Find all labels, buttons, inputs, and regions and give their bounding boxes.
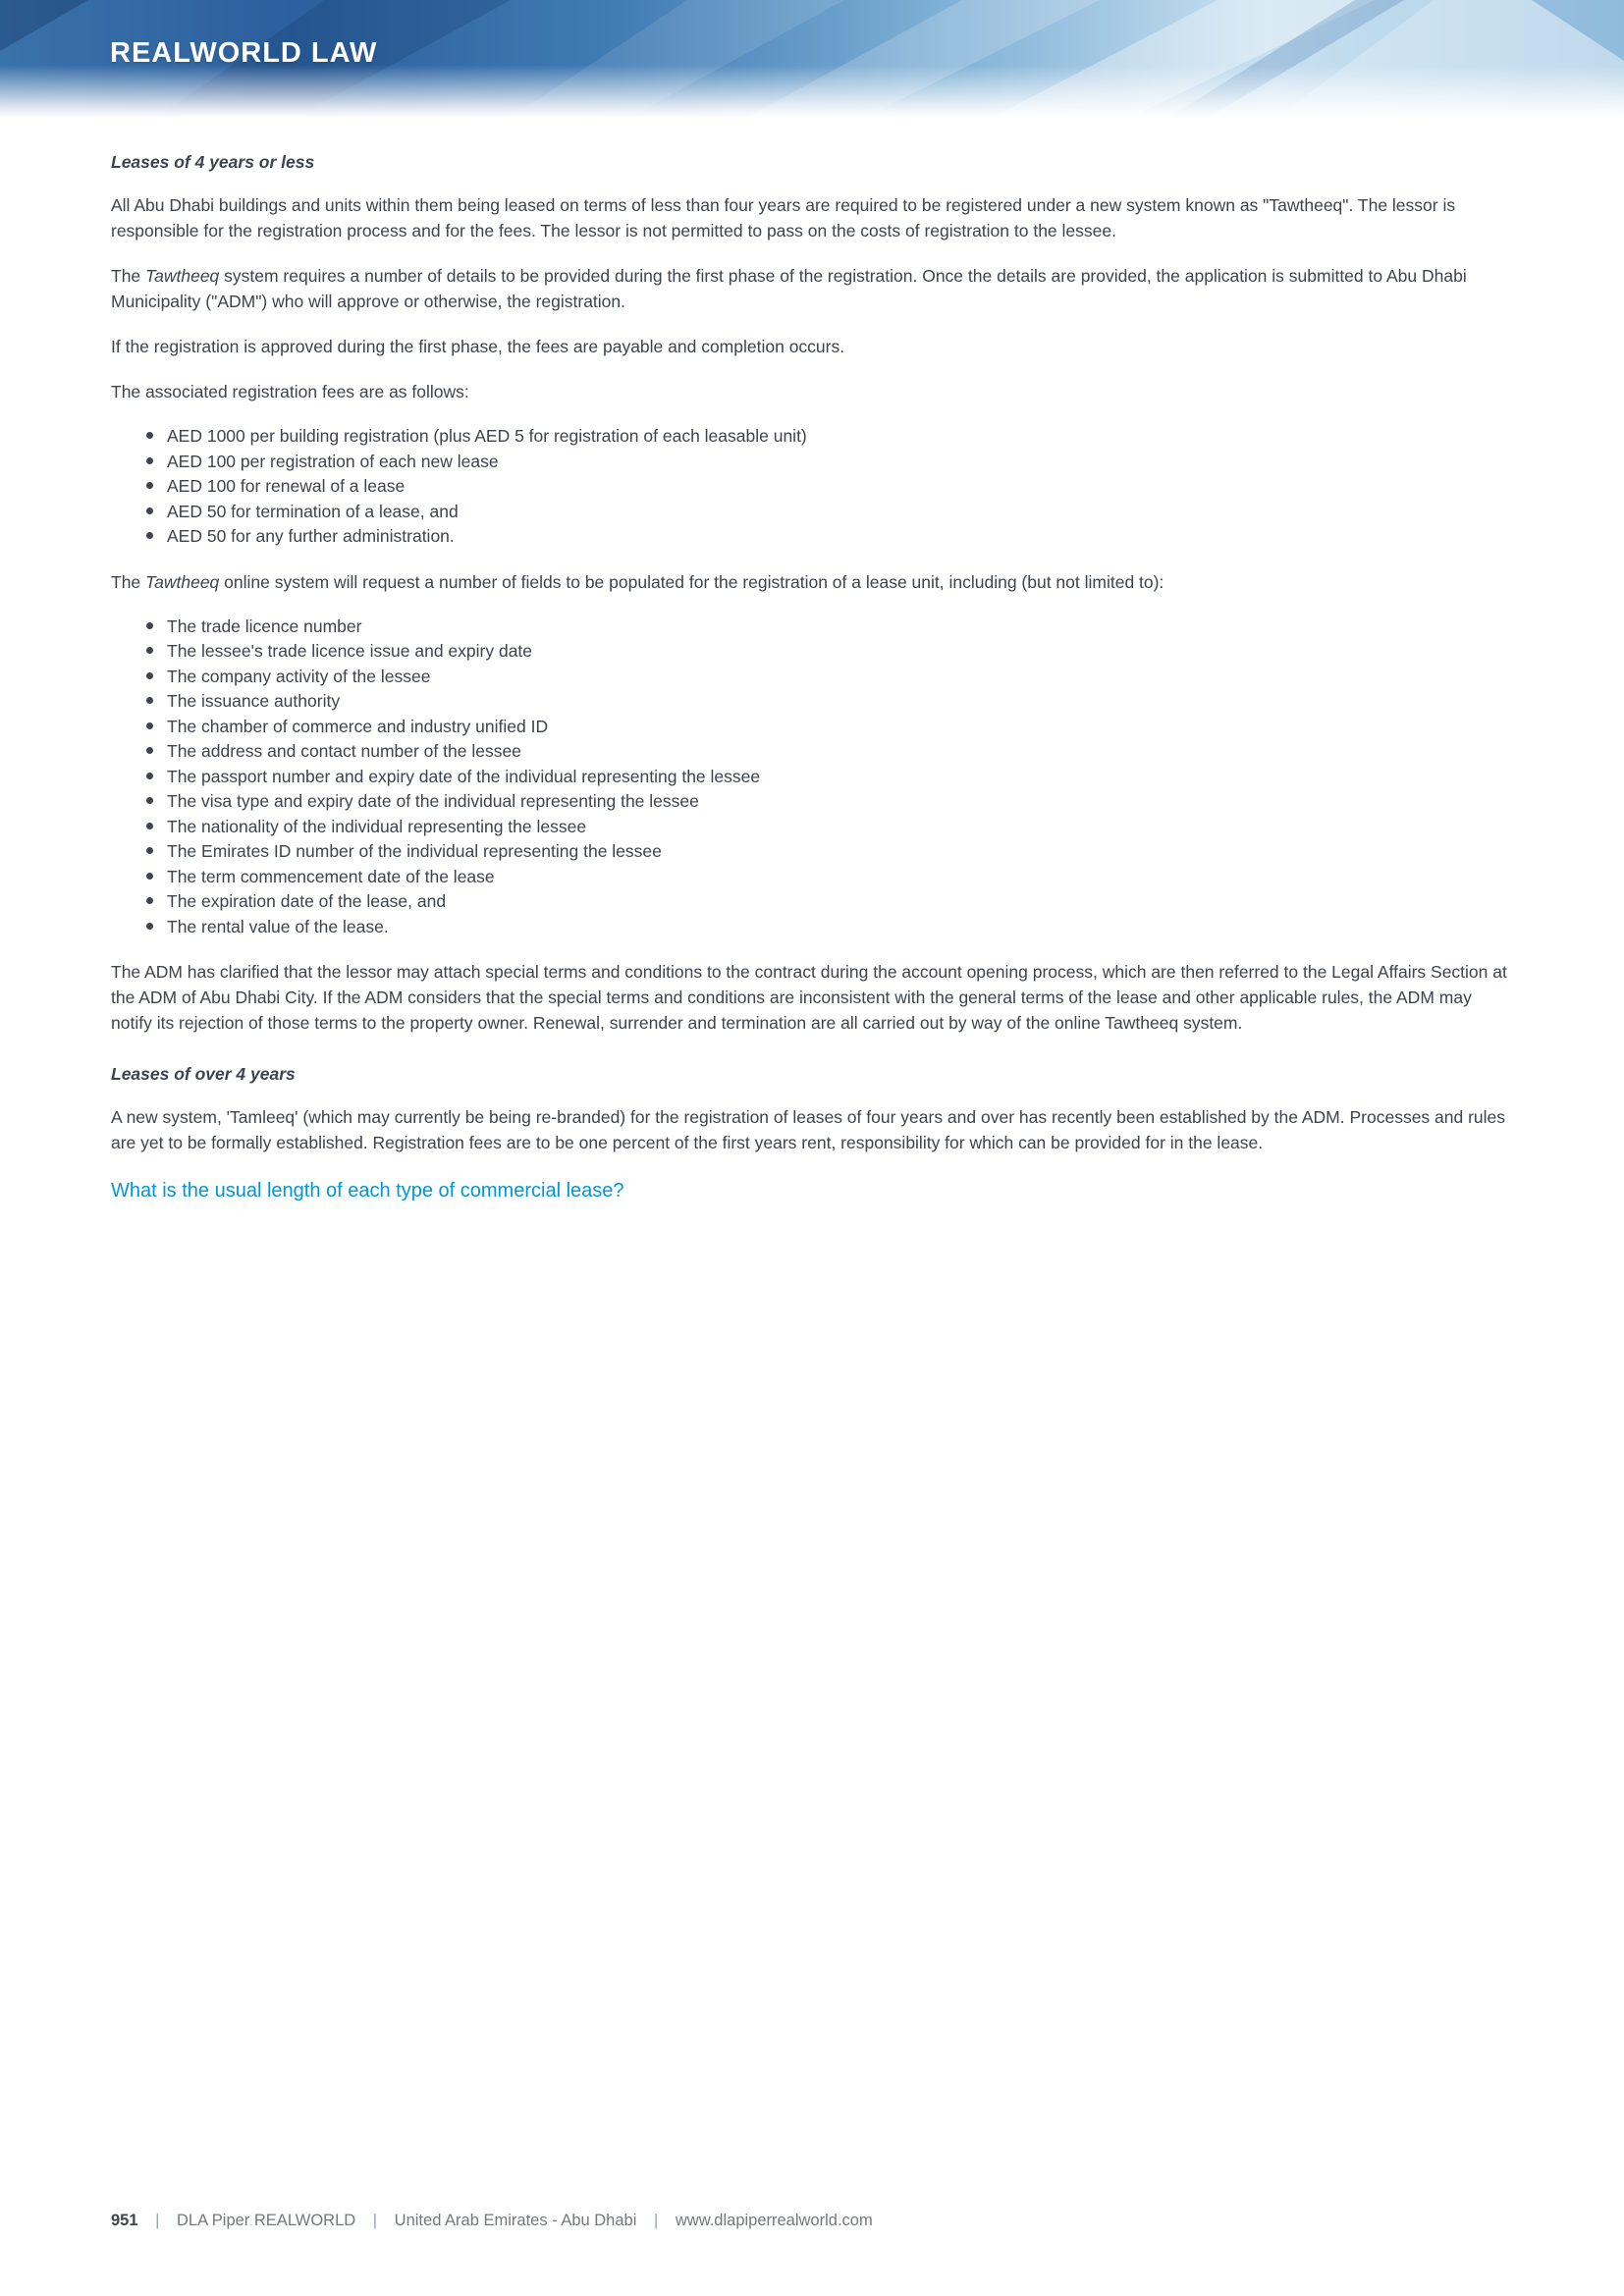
bullet-list: [111, 614, 1513, 940]
bullet-item: The issuance authority: [167, 689, 1513, 715]
footer-separator: |: [653, 2212, 659, 2229]
bullet-item: The term commencement date of the lease: [167, 865, 1513, 890]
text-segment: The: [111, 266, 146, 286]
bullet-item: The passport number and expiry date of the individual representing the lessee: [167, 765, 1513, 790]
bullet-item: The visa type and expiry date of the individual representing the lessee: [167, 789, 1513, 815]
document-content: [111, 149, 1513, 1204]
italic-term: Tawtheeq: [145, 571, 220, 592]
body-paragraph: [111, 334, 1513, 359]
text-segment: online system will request a number of fields to be populated for the registration of a lease unit, including (but not limited to):: [219, 571, 1164, 592]
footer-location: United Arab Emirates - Abu Dhabi: [394, 2212, 637, 2229]
bullet-item: The trade licence number: [167, 614, 1513, 640]
page-footer: [111, 2212, 873, 2230]
body-paragraph: [111, 959, 1513, 1036]
text-segment: The associated registration fees are as follows:: [111, 382, 469, 401]
section-heading: Leases of over 4 years: [111, 1064, 296, 1084]
bullet-item: The address and contact number of the lessee: [167, 739, 1513, 765]
bullet-item: AED 100 per registration of each new lease: [167, 450, 1513, 475]
footer-separator: |: [155, 2212, 160, 2229]
text-segment: The ADM has clarified that the lessor may attach special terms and conditions to the contract during the account opening process, which are then referred to the Legal Affairs Section at the ADM of Abu Dhabi City. If the ADM considers that the special terms and conditions are inconsistent with the general terms of the lease and other applicable rules, the ADM may notify its rejection of those terms to the property owner. Renewal, surrender and termination are all carried out by way of the online Tawtheeq system.: [111, 962, 1507, 1033]
bullet-item: AED 50 for termination of a lease, and: [167, 500, 1513, 525]
bullet-item: The nationality of the individual representing the lessee: [167, 815, 1513, 840]
footer-separator: |: [372, 2212, 378, 2229]
bullet-item: AED 1000 per building registration (plus AED 5 for registration of each leasable unit): [167, 424, 1513, 450]
body-paragraph: [111, 192, 1513, 243]
page-number: 951: [111, 2212, 138, 2229]
body-paragraph: [111, 379, 1513, 404]
bullet-list: [111, 424, 1513, 550]
bullet-item: The company activity of the lessee: [167, 665, 1513, 690]
text-segment: The: [111, 571, 146, 592]
bullet-item: The chamber of commerce and industry unified ID: [167, 715, 1513, 740]
section-heading: Leases of 4 years or less: [111, 152, 315, 172]
italic-term: Tawtheeq: [145, 266, 220, 286]
footer-url[interactable]: www.dlapiperrealworld.com: [675, 2212, 873, 2229]
body-paragraph: [111, 569, 1513, 595]
bullet-item: The lessee's trade licence issue and expiry date: [167, 639, 1513, 665]
text-segment: All Abu Dhabi buildings and units within them being leased on terms of less than four years are required to be registered under a new system known as "Tawtheeq". The lessor is responsible for the registration process and for the fees. The lessor is not permitted to pass on the costs of registration to the lessee.: [111, 195, 1456, 240]
text-segment: A new system, 'Tamleeq' (which may currently be being re-branded) for the registration of leases of four years and over has recently been established by the ADM. Processes and rules are yet to be formally established. Registration fees are to be one percent of the first years rent, responsibility for which can be provided for in the lease.: [111, 1107, 1506, 1152]
bullet-item: The rental value of the lease.: [167, 915, 1513, 940]
page-header: [0, 0, 1624, 118]
bullet-item: AED 100 for renewal of a lease: [167, 474, 1513, 500]
footer-brand: DLA Piper REALWORLD: [177, 2212, 356, 2229]
bullet-item: The Emirates ID number of the individual representing the lessee: [167, 839, 1513, 865]
bullet-item: The expiration date of the lease, and: [167, 889, 1513, 915]
body-paragraph: [111, 1104, 1513, 1155]
brand-title: REALWORLD LAW: [110, 37, 378, 69]
text-segment: system requires a number of details to be provided during the first phase of the registration. Once the details are provided, the application is submitted to Abu Dhabi Municipality ("ADM") who will approve or otherwise, the registration.: [111, 266, 1467, 311]
question-heading: What is the usual length of each type of commercial lease?: [111, 1180, 624, 1201]
bullet-item: AED 50 for any further administration.: [167, 524, 1513, 550]
body-paragraph: [111, 263, 1513, 314]
text-segment: If the registration is approved during the first phase, the fees are payable and completion occurs.: [111, 337, 845, 356]
